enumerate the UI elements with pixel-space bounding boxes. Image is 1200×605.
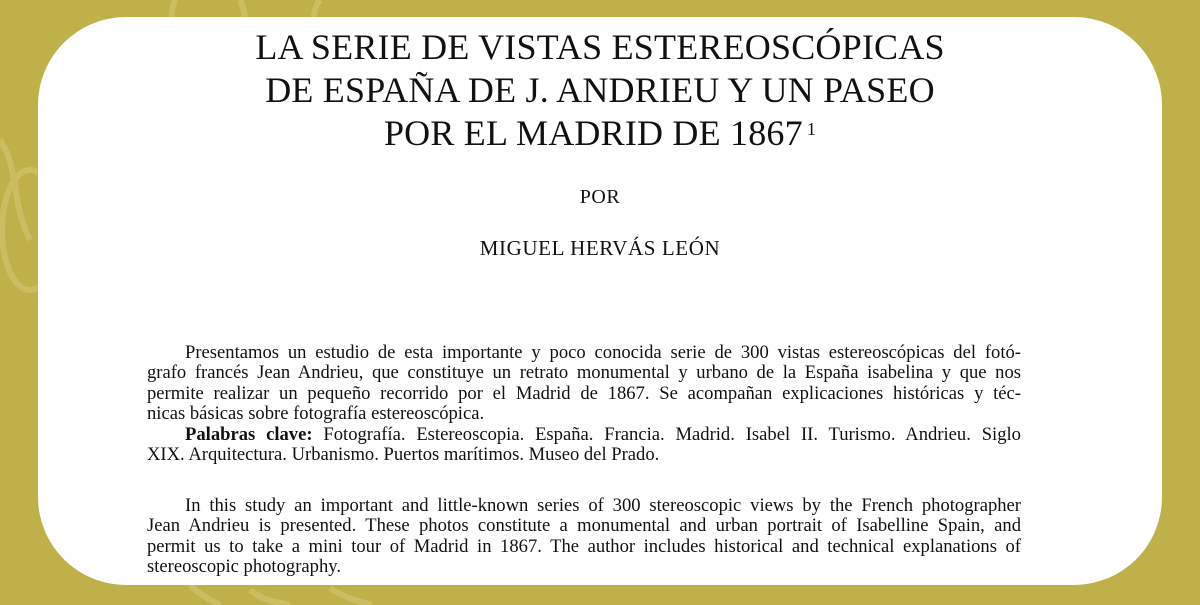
title-line-2: DE ESPAÑA DE J. ANDRIEU Y UN PASEO: [265, 70, 935, 110]
keywords-label: Palabras clave:: [185, 424, 313, 445]
keywords-line-1: [147, 425, 1021, 445]
keywords-line-2: XIX. Arquitectura. Urbanismo. Puertos marítimos. Museo del Prado.: [147, 444, 660, 466]
abstract-en-line: stereoscopic photography.: [147, 556, 341, 578]
abstract-es-line: permite realizar un pequeño recorrido por el Madrid de 1867. Se acompañan explicaciones históricas y téc-: [147, 382, 1021, 404]
title-line-3: [0, 112, 1200, 155]
title-footnote-marker: 1: [806, 119, 817, 139]
abstract-en-line: permit us to take a mini tour of Madrid in 1867. The author includes historical and technical explanations of: [147, 535, 1021, 557]
by-label: POR: [579, 186, 621, 208]
abstract-en-line: In this study an important and little-known series of 300 stereoscopic views by the French photographer: [185, 495, 1021, 516]
keywords-text-1: Fotografía. Estereoscopia. España. Francia. Madrid. Isabel II. Turismo. Andrieu. Siglo: [312, 424, 1021, 445]
title-line-3-text: POR EL MADRID DE 1867: [383, 113, 803, 153]
abstract-es-line: nicas básicas sobre fotografía estereoscópica.: [147, 403, 485, 425]
author-name: MIGUEL HERVÁS LEÓN: [479, 236, 721, 260]
abstract-en-line: Jean Andrieu is presented. These photos constitute a monumental and urban portrait of Isabelline Spain, and: [147, 515, 1021, 537]
abstract-english: [147, 496, 1021, 578]
title-line-1: LA SERIE DE VISTAS ESTEREOSCÓPICAS: [255, 27, 945, 67]
abstract-es-line: Presentamos un estudio de esta importante y poco conocida serie de 300 vistas estereoscópicas del fotó-: [185, 342, 1021, 363]
paper-title: [0, 26, 1200, 155]
abstract-spanish: [147, 343, 1021, 425]
keywords: [147, 425, 1021, 466]
abstract-es-line: grafo francés Jean Andrieu, que constituye un retrato monumental y urbano de la España isabelina y que nos: [147, 362, 1021, 384]
